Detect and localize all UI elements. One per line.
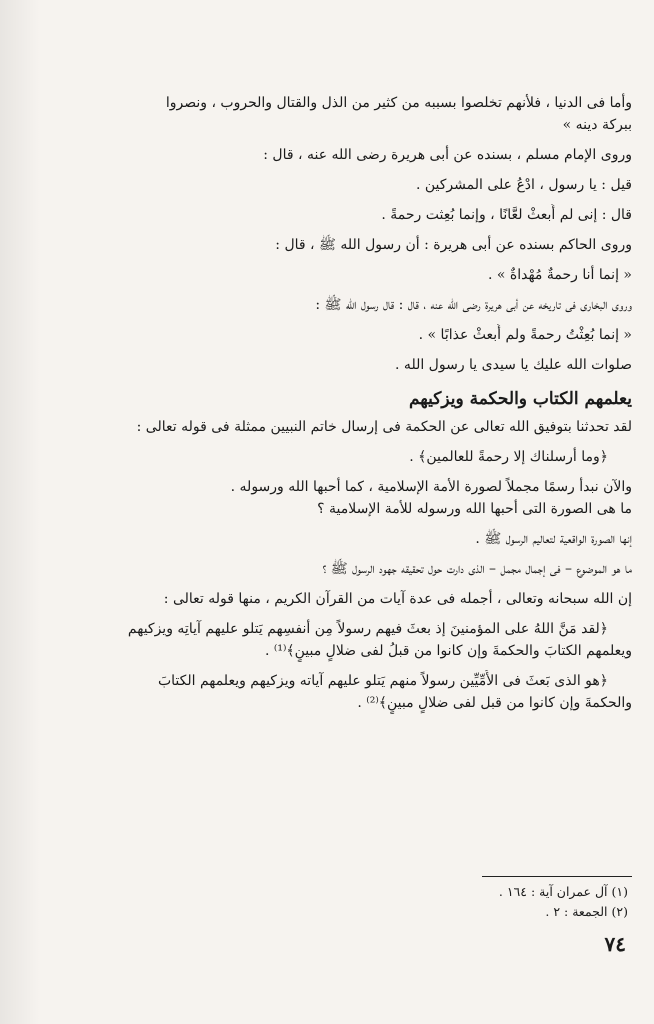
paragraph-line: وأما فى الدنيا ، فلأنهم تخلصوا بسببه من كثير من الذل والقتال والحروب ، ونصروا [165,95,632,111]
paragraph-line: لقد تحدثنا بتوفيق الله تعالى عن الحكمة فى إرسال خاتم النبيين ممثلة فى قوله تعالى : [136,419,632,435]
section-heading: يعلمهم الكتاب والحكمة ويزكيهم [408,389,632,409]
paragraph-line: إنها الصورة الواقعية لتعاليم الرسول ﷺ . [475,531,632,547]
footnotes [499,882,628,922]
footnote: (١) آل عمران آية : ١٦٤ . [498,884,628,899]
quran-verse-cont: والحكمةَ وإن كانوا من قبل لفى ضلالٍ مبينٍ﴾⁽²⁾ . [357,695,632,711]
paragraph-line: صلوات الله عليك يا سيدى يا رسول الله . [395,357,632,373]
paragraph-line: وروى الإمام مسلم ، بسنده عن أبى هريرة رضى الله عنه ، قال : [263,147,632,163]
paragraph-line: وروى الحاكم بسنده عن أبى هريرة : أن رسول الله ﷺ ، قال : [275,237,632,253]
paragraph-line: وروى البخارى فى تاريخه عن أبى هريرة رضى الله عنه ، قال : قال رسول الله ﷺ : [315,297,632,313]
paragraph-line: ببركة دينه » [562,117,632,133]
paragraph-line: « إنما بُعِثْتُ رحمةً ولم أُبعثْ عذابًا » . [418,327,632,343]
quran-verse: ﴿لقد مَنَّ اللهُ على المؤمنينَ إذ بعثَ فيهم رسولاً مِن أنفسِهم يَتلو عليهم آياتِه ويزكيهم [127,621,608,637]
quran-verse: ﴿هو الذى بَعثَ فى الأُمِّيِّين رسولاً منهم يَتلو عليهم آياته ويزكيهم ويعلمهم الكتابَ [157,673,608,689]
paragraph-line: « إنما أنا رحمةٌ مُهْداةٌ » . [487,267,632,283]
paragraph-line: قال : إنى لم أُبعثْ لعَّانًا ، وإنما بُعِثت رحمةً . [381,207,632,223]
paragraph-line: ما هو الموضوع – فى إجمال مجمل – الذى دارت حول تحقيقه جهود الرسول ﷺ ؟ [322,561,632,577]
quran-verse-cont: ويعلمهم الكتابَ والحكمةَ وإن كانوا من قبلُ لفى ضلالٍ مبينٍ﴾⁽¹⁾ . [264,643,632,659]
paragraph-line: قيل : يا رسول ، ادْعُ على المشركين . [415,177,632,193]
paragraph-line: إن الله سبحانه وتعالى ، أجمله فى عدة آيات من القرآن الكريم ، منها قوله تعالى : [163,591,632,607]
footnote: (٢) الجمعة : ٢ . [545,904,628,919]
paragraph-line: ما هى الصورة التى أحبها الله ورسوله للأمة الإسلامية ؟ [317,501,632,517]
body-text [18,92,632,714]
page-number: ٧٤ [604,932,626,956]
quran-verse: ﴿وما أرسلناك إلا رحمةً للعالمين﴾ . [409,449,608,465]
paragraph-line: والآن نبدأ رسمًا مجملاً لصورة الأمة الإسلامية ، كما أحبها الله ورسوله . [230,479,632,495]
footnote-divider [482,876,632,877]
